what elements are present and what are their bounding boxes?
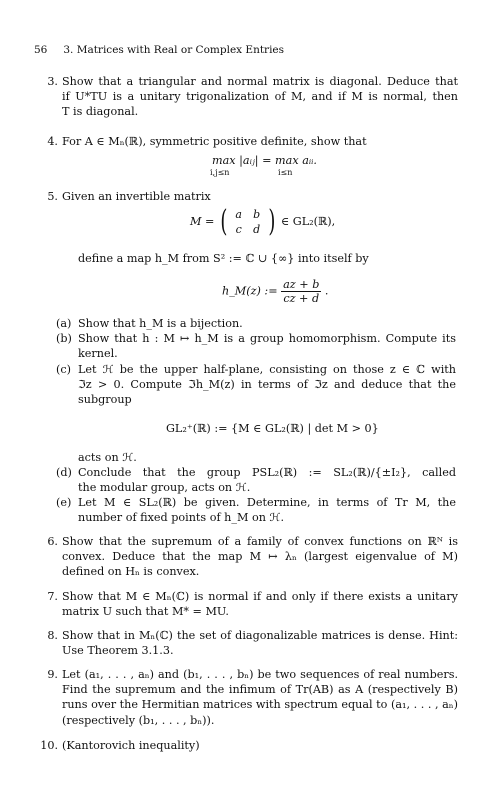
subexercise-c-continued	[78, 450, 456, 465]
subexercise-text: Let M ∈ SL₂(ℝ) be given. Determine, in terms of Tr M, the	[78, 496, 456, 509]
exercise-text-line: runs over the Hermitian matrices with spectrum equal to (a₁, . . . , aₙ)	[62, 698, 458, 712]
subexercise-d	[56, 465, 456, 495]
page-number: 56	[34, 44, 48, 56]
subexercise-label: (c)	[56, 363, 71, 376]
subexercise-label: (a)	[56, 317, 72, 330]
exercise-number: 5.	[47, 190, 58, 203]
exercise-9	[47, 667, 458, 728]
subexercise-a	[56, 316, 456, 331]
display-equation-subgroup: GL₂⁺(ℝ) := {M ∈ GL₂(ℝ) | det M > 0}	[166, 422, 379, 435]
exercise-6	[47, 534, 458, 580]
matrix-entry: b	[253, 208, 261, 221]
matrix-entry: d	[253, 223, 261, 236]
right-paren: )	[268, 204, 276, 239]
matrix-entry: c	[235, 223, 242, 236]
fraction	[281, 278, 321, 305]
subexercise-text: Let ℋ be the upper half-plane, consisting on those z ∈ ℂ with	[78, 363, 456, 376]
exercise-text-line: Given an invertible matrix	[62, 190, 211, 203]
exercise-text-line: defined on Hₙ is convex.	[62, 565, 200, 579]
subexercise-label: (e)	[56, 496, 72, 509]
exercise-text-line: T is diagonal.	[62, 105, 139, 119]
exercise-text-line: convex. Deduce that the map M ↦ λₙ (largest eigenvalue of M)	[62, 550, 458, 564]
exercise-7	[47, 589, 458, 619]
display-equation-map	[222, 278, 328, 305]
subexercise-text: number of fixed points of h_M on ℋ.	[78, 511, 285, 524]
exercise-text-line: Show that a triangular and normal matrix is diagonal. Deduce that	[62, 75, 458, 88]
exercise-text-line: if U*TU is a unitary trigonalization of M, and if M is normal, then	[62, 90, 458, 104]
matrix-entry: a	[235, 208, 242, 221]
subexercise-text: subgroup	[78, 393, 132, 406]
subexercise-text: Show that h : M ↦ h_M is a group homomorphism. Compute its	[78, 332, 456, 345]
exercise-text-line: define a map h_M from S² := ℂ ∪ {∞} into itself by	[78, 252, 369, 265]
exercise-8	[47, 628, 458, 658]
exercise-text-line: matrix U such that M* = MU.	[62, 605, 229, 619]
subexercise-text: Show that h_M is a bijection.	[78, 317, 243, 330]
exercise-number: 8.	[47, 629, 58, 642]
subexercise-text: Conclude that the group PSL₂(ℝ) := SL₂(ℝ)/{±I₂}, called	[78, 466, 456, 479]
matrix-label: M =	[190, 215, 215, 228]
matrix-2x2	[218, 204, 277, 239]
exercise-5	[47, 189, 458, 204]
numerator: az + b	[283, 278, 320, 291]
exercise-text-line: Use Theorem 3.1.3.	[62, 644, 174, 658]
subexercise-e	[56, 495, 456, 525]
subexercise-label: (b)	[56, 332, 72, 345]
exercise-5-continued	[78, 251, 458, 266]
exercise-3	[47, 74, 458, 120]
exercise-number: 3.	[47, 75, 58, 88]
display-equation-matrix	[190, 204, 336, 239]
exercise-text-line: Show that the supremum of a family of convex functions on ℝᴺ is	[62, 535, 458, 548]
exercise-text-line: For A ∈ Mₙ(ℝ), symmetric positive definite, show that	[62, 135, 367, 148]
equation-subscript: i≤n	[278, 168, 293, 177]
matrix-membership: ∈ GL₂(ℝ),	[280, 215, 336, 228]
exercise-4	[47, 134, 458, 149]
left-paren: (	[220, 204, 228, 239]
exercise-text-line: Let (a₁, . . . , aₙ) and (b₁, . . . , bₙ) be two sequences of real numbers.	[62, 668, 458, 681]
running-header	[34, 44, 284, 56]
exercise-text-line: (respectively (b₁, . . . , bₙ)).	[62, 713, 215, 727]
exercise-text-line: Find the supremum and the infimum of Tr(AB) as A (respectively B)	[62, 683, 458, 697]
subexercise-c	[56, 362, 456, 407]
exercise-10	[40, 738, 458, 753]
exercise-number: 10.	[40, 739, 58, 752]
exercise-number: 4.	[47, 135, 58, 148]
display-equation-max	[212, 154, 317, 167]
denominator: cz + d	[283, 292, 320, 305]
exercise-text-line: (Kantorovich inequality)	[62, 739, 200, 752]
subexercise-text: acts on ℋ.	[78, 451, 137, 464]
running-title: 3. Matrices with Real or Complex Entries	[63, 44, 285, 56]
exercise-text-line: Show that in Mₙ(ℂ) the set of diagonalizable matrices is dense. Hint:	[62, 629, 458, 642]
exercise-text-line: Show that M ∈ Mₙ(ℂ) is normal if and only if there exists a unitary	[62, 590, 458, 603]
exercise-number: 6.	[47, 535, 58, 548]
equation-period: .	[324, 284, 329, 298]
subexercise-text: ℑz > 0. Compute ℑh_M(z) in terms of ℑz and deduce that the	[78, 378, 456, 391]
subexercise-label: (d)	[56, 466, 72, 479]
subexercise-text: the modular group, acts on ℋ.	[78, 481, 251, 494]
equation-text: max |aᵢⱼ| = max aᵢᵢ.	[212, 154, 317, 167]
subexercise-b	[56, 331, 456, 361]
exercise-number: 9.	[47, 668, 58, 681]
exercise-number: 7.	[47, 590, 58, 603]
subexercise-text: kernel.	[78, 347, 118, 360]
equation-subscript: i,j≤n	[210, 168, 230, 177]
equation-lhs: h_M(z) :=	[222, 284, 278, 298]
